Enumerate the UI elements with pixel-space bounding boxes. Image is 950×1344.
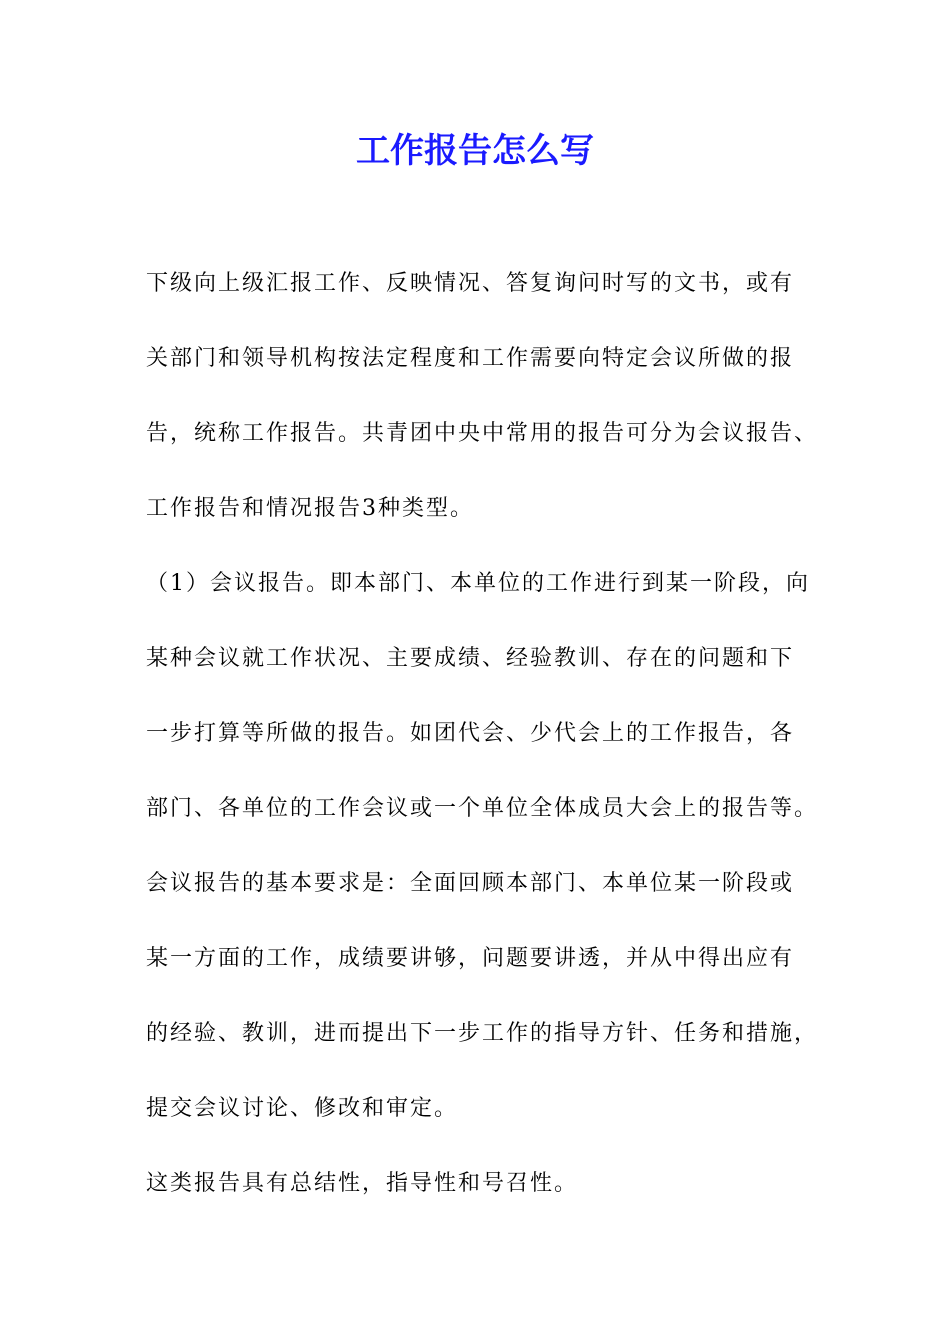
- body-line: 会议报告的基本要求是：全面回顾本部门、本单位某一阶段或: [146, 871, 795, 896]
- body-line: 工作报告和情况报告3种类型。: [146, 496, 474, 521]
- body-line: 提交会议讨论、修改和审定。: [146, 1096, 459, 1121]
- body-line: 的经验、教训，进而提出下一步工作的指导方针、任务和措施，: [146, 1021, 819, 1046]
- document-body: [146, 266, 819, 1206]
- body-line: 这类报告具有总结性，指导性和号召性。: [146, 1171, 579, 1196]
- body-line: 部门、各单位的工作会议或一个单位全体成员大会上的报告等。: [146, 796, 819, 821]
- body-line: （1）会议报告。即本部门、本单位的工作进行到某一阶段，向: [146, 571, 810, 596]
- body-line: 某一方面的工作，成绩要讲够，问题要讲透，并从中得出应有: [146, 946, 795, 971]
- body-line: 下级向上级汇报工作、反映情况、答复询问时写的文书，或有: [146, 271, 795, 296]
- body-line: 某种会议就工作状况、主要成绩、经验教训、存在的问题和下: [146, 646, 795, 671]
- body-line: 一步打算等所做的报告。如团代会、少代会上的工作报告，各: [146, 721, 795, 746]
- body-line: 关部门和领导机构按法定程度和工作需要向特定会议所做的报: [146, 346, 795, 371]
- document-title: 工作报告怎么写: [356, 131, 594, 171]
- body-line: 告，统称工作报告。共青团中央中常用的报告可分为会议报告、: [146, 421, 819, 446]
